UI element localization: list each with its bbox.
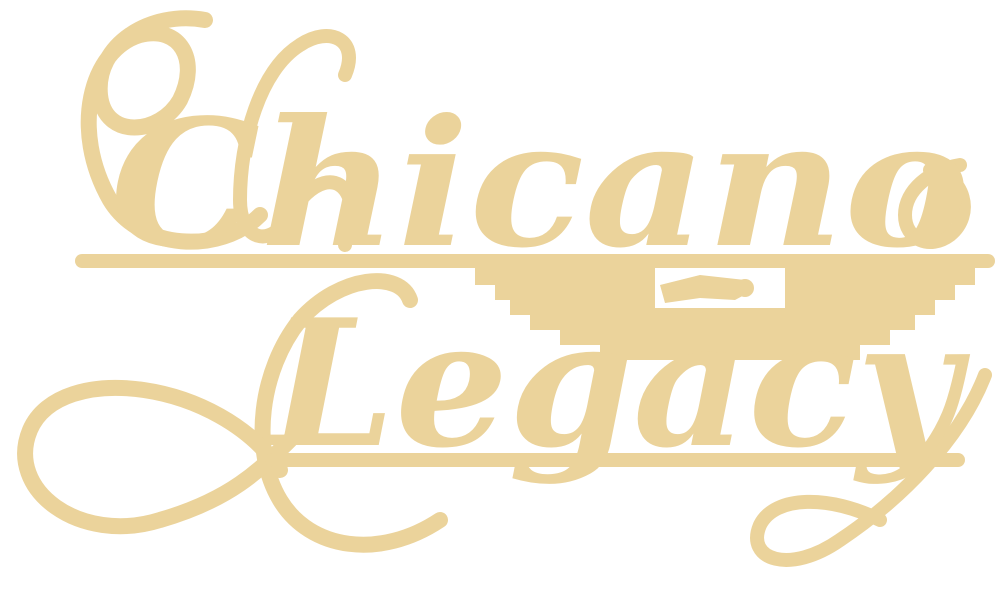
infinity-loop bbox=[25, 388, 290, 526]
line2-text: Legacy bbox=[264, 282, 971, 487]
line1-text: Chicano bbox=[110, 82, 970, 287]
